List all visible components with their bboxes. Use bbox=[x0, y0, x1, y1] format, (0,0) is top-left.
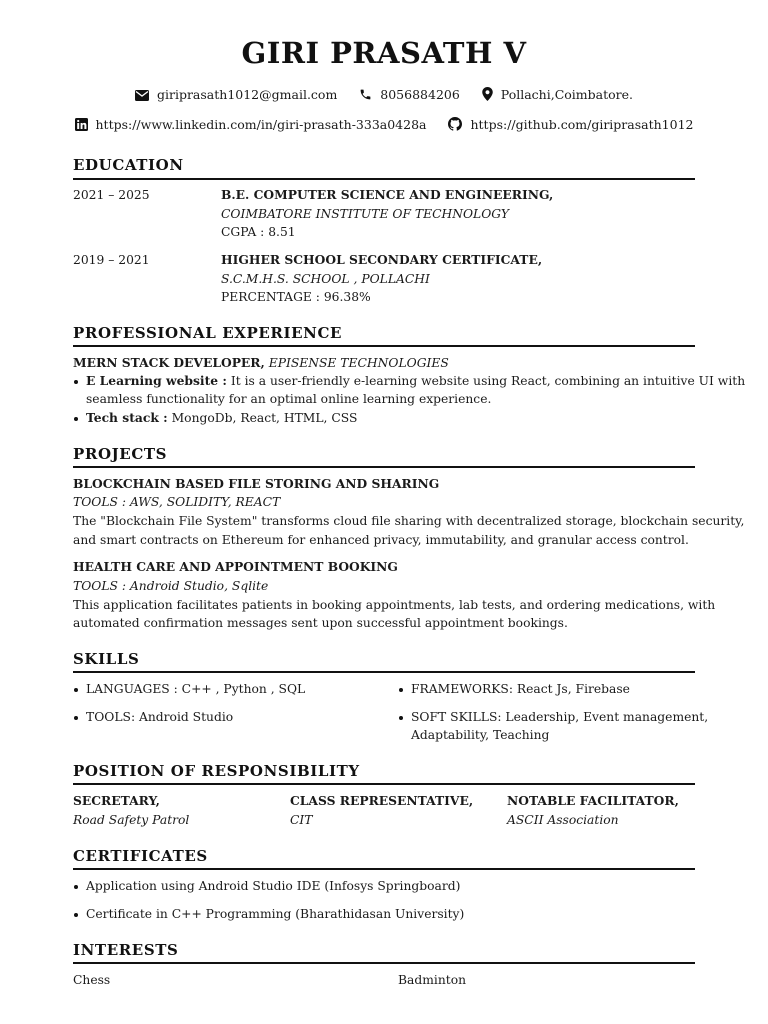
project-description: The "Blockchain File System" transforms cloud file sharing with decentralized storage, blockchain security, bbox=[73, 514, 745, 528]
education-years: 2021 – 2025 bbox=[73, 188, 150, 202]
project-title: HEALTH CARE AND APPOINTMENT BOOKING bbox=[73, 559, 398, 574]
phone-text: 8056884206 bbox=[380, 87, 460, 102]
bullet-text: MongoDb, React, HTML, CSS bbox=[171, 411, 358, 425]
email-text: giriprasath1012@gmail.com bbox=[156, 87, 338, 102]
experience-role: MERN STACK DEVELOPER, bbox=[73, 355, 265, 370]
project-title: BLOCKCHAIN BASED FILE STORING AND SHARING bbox=[73, 476, 440, 491]
email-contact[interactable] bbox=[135, 87, 337, 102]
skills-heading: SKILLS bbox=[73, 650, 140, 668]
education-score: PERCENTAGE : 96.38% bbox=[221, 290, 371, 304]
bullet-text: It is a user-friendly e-learning website using React, combining an intuitive UI with bbox=[230, 374, 746, 388]
experience-heading: PROFESSIONAL EXPERIENCE bbox=[73, 324, 343, 342]
experience-divider bbox=[73, 345, 695, 347]
education-degree: HIGHER SCHOOL SECONDARY CERTIFICATE, bbox=[221, 252, 543, 267]
project-description: This application facilitates patients in booking appointments, lab tests, and ordering medications, with bbox=[73, 598, 716, 612]
phone-icon bbox=[359, 88, 372, 101]
skill-item: SOFT SKILLS: Leadership, Event management, bbox=[411, 710, 709, 724]
education-score: CGPA : 8.51 bbox=[221, 225, 296, 239]
location-pin-icon bbox=[482, 87, 493, 101]
skill-item: TOOLS: Android Studio bbox=[86, 710, 234, 724]
skill-item: LANGUAGES : C++ , Python , SQL bbox=[86, 682, 306, 696]
skill-item: FRAMEWORKS: React Js, Firebase bbox=[411, 682, 630, 696]
education-years: 2019 – 2021 bbox=[73, 253, 150, 267]
envelope-icon bbox=[135, 90, 149, 101]
interests-heading: INTERESTS bbox=[73, 941, 179, 959]
experience-bullet bbox=[86, 410, 357, 426]
linkedin-url: https://www.linkedin.com/in/giri-prasath-333a0428a bbox=[95, 117, 427, 132]
github-url: https://github.com/giriprasath1012 bbox=[470, 117, 694, 132]
education-degree: B.E. COMPUTER SCIENCE AND ENGINEERING, bbox=[221, 187, 554, 202]
bullet-label: E Learning website : bbox=[86, 373, 227, 388]
skill-item-continuation: Adaptability, Teaching bbox=[411, 728, 550, 742]
location-text: Pollachi,Coimbatore. bbox=[500, 87, 633, 102]
project-description: automated confirmation messages sent upon successful appointment bookings. bbox=[73, 616, 568, 630]
experience-bullet-continuation: seamless functionality for an optimal online learning experience. bbox=[86, 392, 492, 406]
responsibility-heading: POSITION OF RESPONSIBILITY bbox=[73, 762, 360, 780]
responsibility-org: Road Safety Patrol bbox=[73, 813, 190, 827]
education-heading: EDUCATION bbox=[73, 156, 184, 174]
certificate-item: Application using Android Studio IDE (Infosys Springboard) bbox=[86, 879, 461, 893]
bullet-label: Tech stack : bbox=[86, 410, 168, 425]
candidate-name: GIRI PRASATH V bbox=[241, 36, 527, 70]
experience-role-line bbox=[73, 355, 449, 371]
linkedin-link[interactable] bbox=[75, 117, 427, 132]
certificate-item: Certificate in C++ Programming (Bharathidasan University) bbox=[86, 907, 465, 921]
interests-divider bbox=[73, 962, 695, 964]
education-divider bbox=[73, 178, 695, 180]
responsibility-role: CLASS REPRESENTATIVE, bbox=[290, 793, 474, 808]
location-contact bbox=[482, 87, 633, 102]
phone-contact[interactable] bbox=[359, 87, 460, 102]
responsibility-org: ASCII Association bbox=[507, 813, 619, 827]
interest-item: Badminton bbox=[398, 973, 467, 987]
responsibility-org: CIT bbox=[290, 813, 313, 827]
projects-divider bbox=[73, 466, 695, 468]
github-icon bbox=[448, 117, 462, 131]
certificates-heading: CERTIFICATES bbox=[73, 847, 208, 865]
education-institution: COIMBATORE INSTITUTE OF TECHNOLOGY bbox=[221, 207, 510, 221]
linkedin-icon bbox=[75, 118, 88, 131]
project-tools: TOOLS : Android Studio, Sqlite bbox=[73, 579, 269, 593]
project-tools: TOOLS : AWS, SOLIDITY, REACT bbox=[73, 495, 281, 509]
project-description: and smart contracts on Ethereum for enhanced privacy, immutability, and granular access control. bbox=[73, 533, 689, 547]
education-institution: S.C.M.H.S. SCHOOL , POLLACHI bbox=[221, 272, 430, 286]
experience-company: EPISENSE TECHNOLOGIES bbox=[268, 356, 449, 370]
responsibility-role: SECRETARY, bbox=[73, 793, 160, 808]
responsibility-divider bbox=[73, 783, 695, 785]
certificates-divider bbox=[73, 868, 695, 870]
interest-item: Chess bbox=[73, 973, 111, 987]
github-link[interactable] bbox=[448, 117, 693, 132]
contact-row-links bbox=[0, 116, 768, 132]
projects-heading: PROJECTS bbox=[73, 445, 168, 463]
responsibility-role: NOTABLE FACILITATOR, bbox=[507, 793, 679, 808]
skills-divider bbox=[73, 671, 695, 673]
contact-row-primary bbox=[0, 86, 768, 102]
experience-bullet bbox=[86, 373, 745, 389]
